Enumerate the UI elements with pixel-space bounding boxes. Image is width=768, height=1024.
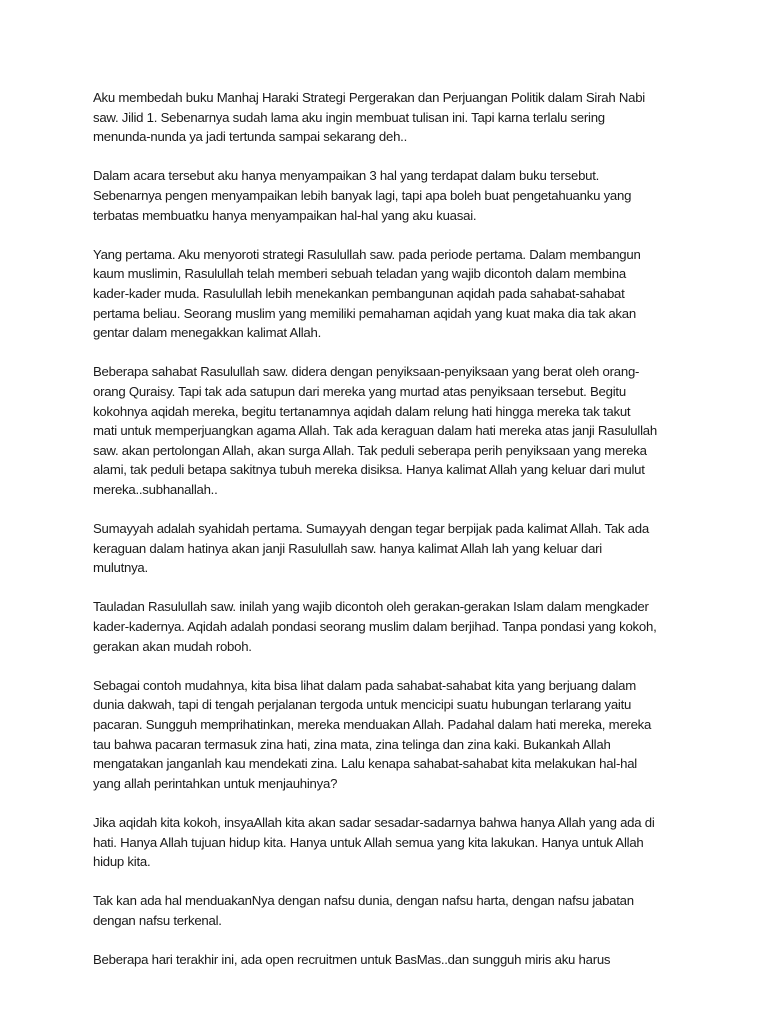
paragraph [93,88,685,147]
paragraph [93,891,685,930]
text-line: mati untuk memperjuangkan agama Allah. Tak ada keraguan dalam hati mereka atas janji Rasulullah [93,423,657,439]
text-line: Dalam acara tersebut aku hanya menyampaikan 3 hal yang terdapat dalam buku tersebut. [93,168,600,184]
paragraph [93,597,685,656]
paragraph [93,362,685,499]
text-line: kader-kadernya. Aqidah adalah pondasi seorang muslim dalam berjihad. Tanpa pondasi yang kokoh, [93,619,657,635]
text-line: Beberapa sahabat Rasulullah saw. didera dengan penyiksaan-penyiksaan yang berat oleh orang- [93,364,640,380]
text-line: hati. Hanya Allah tujuan hidup kita. Hanya untuk Allah semua yang kita lakukan. Hanya untuk Allah [93,834,644,850]
text-line: dengan nafsu terkenal. [93,912,222,928]
paragraph [93,166,685,225]
text-line: kader-kader muda. Rasulullah lebih menekankan pembangunan aqidah pada sahabat-sahabat [93,285,625,301]
paragraph [93,950,685,970]
paragraph [93,813,685,872]
text-line: Sumayyah adalah syahidah pertama. Sumayyah dengan tegar berpijak pada kalimat Allah. Tak ada [93,521,649,537]
text-line: Sebagai contoh mudahnya, kita bisa lihat dalam pada sahabat-sahabat kita yang berjuang dalam [93,677,636,693]
text-line: yang allah perintahkan untuk menjauhinya? [93,775,338,791]
paragraph [93,245,685,343]
text-line: Tauladan Rasulullah saw. inilah yang wajib dicontoh oleh gerakan-gerakan Islam dalam mengkader [93,599,649,615]
text-line: tau bahwa pacaran termasuk zina hati, zina mata, zina telinga dan zina kaki. Bukankah Allah [93,736,611,752]
text-line: Jika aqidah kita kokoh, insyaAllah kita akan sadar sesadar-sadarnya bahwa hanya Allah yang ada di [93,814,655,830]
text-line: Aku membedah buku Manhaj Haraki Strategi Pergerakan dan Perjuangan Politik dalam Sirah Nabi [93,90,645,105]
text-line: kokohnya aqidah mereka, begitu tertanamnya aqidah dalam relung hati hingga mereka tak takut [93,403,631,419]
text-line: gerakan akan mudah roboh. [93,638,252,654]
document-body [93,88,685,989]
text-line: Sebenarnya pengen menyampaikan lebih banyak lagi, tapi apa boleh buat pengetahuanku yang [93,187,632,203]
text-line: pacaran. Sungguh memprihatinkan, mereka menduakan Allah. Padahal dalam hati mereka, mereka [93,717,652,732]
text-line: pertama beliau. Seorang muslim yang memiliki pemahaman aqidah yang kuat maka dia tak akan [93,305,636,321]
text-line: keraguan dalam hatinya akan janji Rasulullah saw. hanya kalimat Allah lah yang keluar dari [93,540,602,556]
text-line: menunda-nunda ya jadi tertunda sampai sekarang deh.. [93,129,407,145]
text-line: hidup kita. [93,854,151,870]
text-line: kaum muslimin, Rasulullah telah memberi sebuah teladan yang wajib dicontoh dalam membina [93,266,626,282]
text-line: dunia dakwah, tapi di tengah perjalanan tergoda untuk mencicipi suatu hubungan terlarang yaitu [93,697,632,713]
text-line: saw. Jilid 1. Sebenarnya sudah lama aku ingin membuat tulisan ini. Tapi karna terlalu sering [93,109,605,125]
text-line: gentar dalam menegakkan kalimat Allah. [93,325,322,341]
text-line: alami, tak peduli betapa sakitnya tubuh mereka disiksa. Hanya kalimat Allah yang keluar dari mulut [93,462,645,478]
paragraph [93,519,685,578]
paragraph [93,676,685,794]
text-line: mengatakan janganlah kau mendekati zina. Lalu kenapa sahabat-sahabat kita melakukan hal-hal [93,756,637,772]
text-line: mereka..subhanallah.. [93,481,218,497]
text-line: Tak kan ada hal menduakanNya dengan nafsu dunia, dengan nafsu harta, dengan nafsu jabatan [93,893,634,909]
text-line: mulutnya. [93,560,148,576]
text-line: Beberapa hari terakhir ini, ada open recruitmen untuk BasMas..dan sungguh miris aku harus [93,952,611,968]
text-line: orang Quraisy. Tapi tak ada satupun dari mereka yang murtad atas penyiksaan tersebut. Begitu [93,383,626,399]
text-line: saw. akan pertolongan Allah, akan surga Allah. Tak peduli seberapa perih penyiksaan yang mereka [93,442,647,458]
text-line: terbatas membuatku hanya menyampaikan hal-hal yang aku kuasai. [93,207,477,223]
text-line: Yang pertama. Aku menyoroti strategi Rasulullah saw. pada periode pertama. Dalam membangun [93,246,641,262]
